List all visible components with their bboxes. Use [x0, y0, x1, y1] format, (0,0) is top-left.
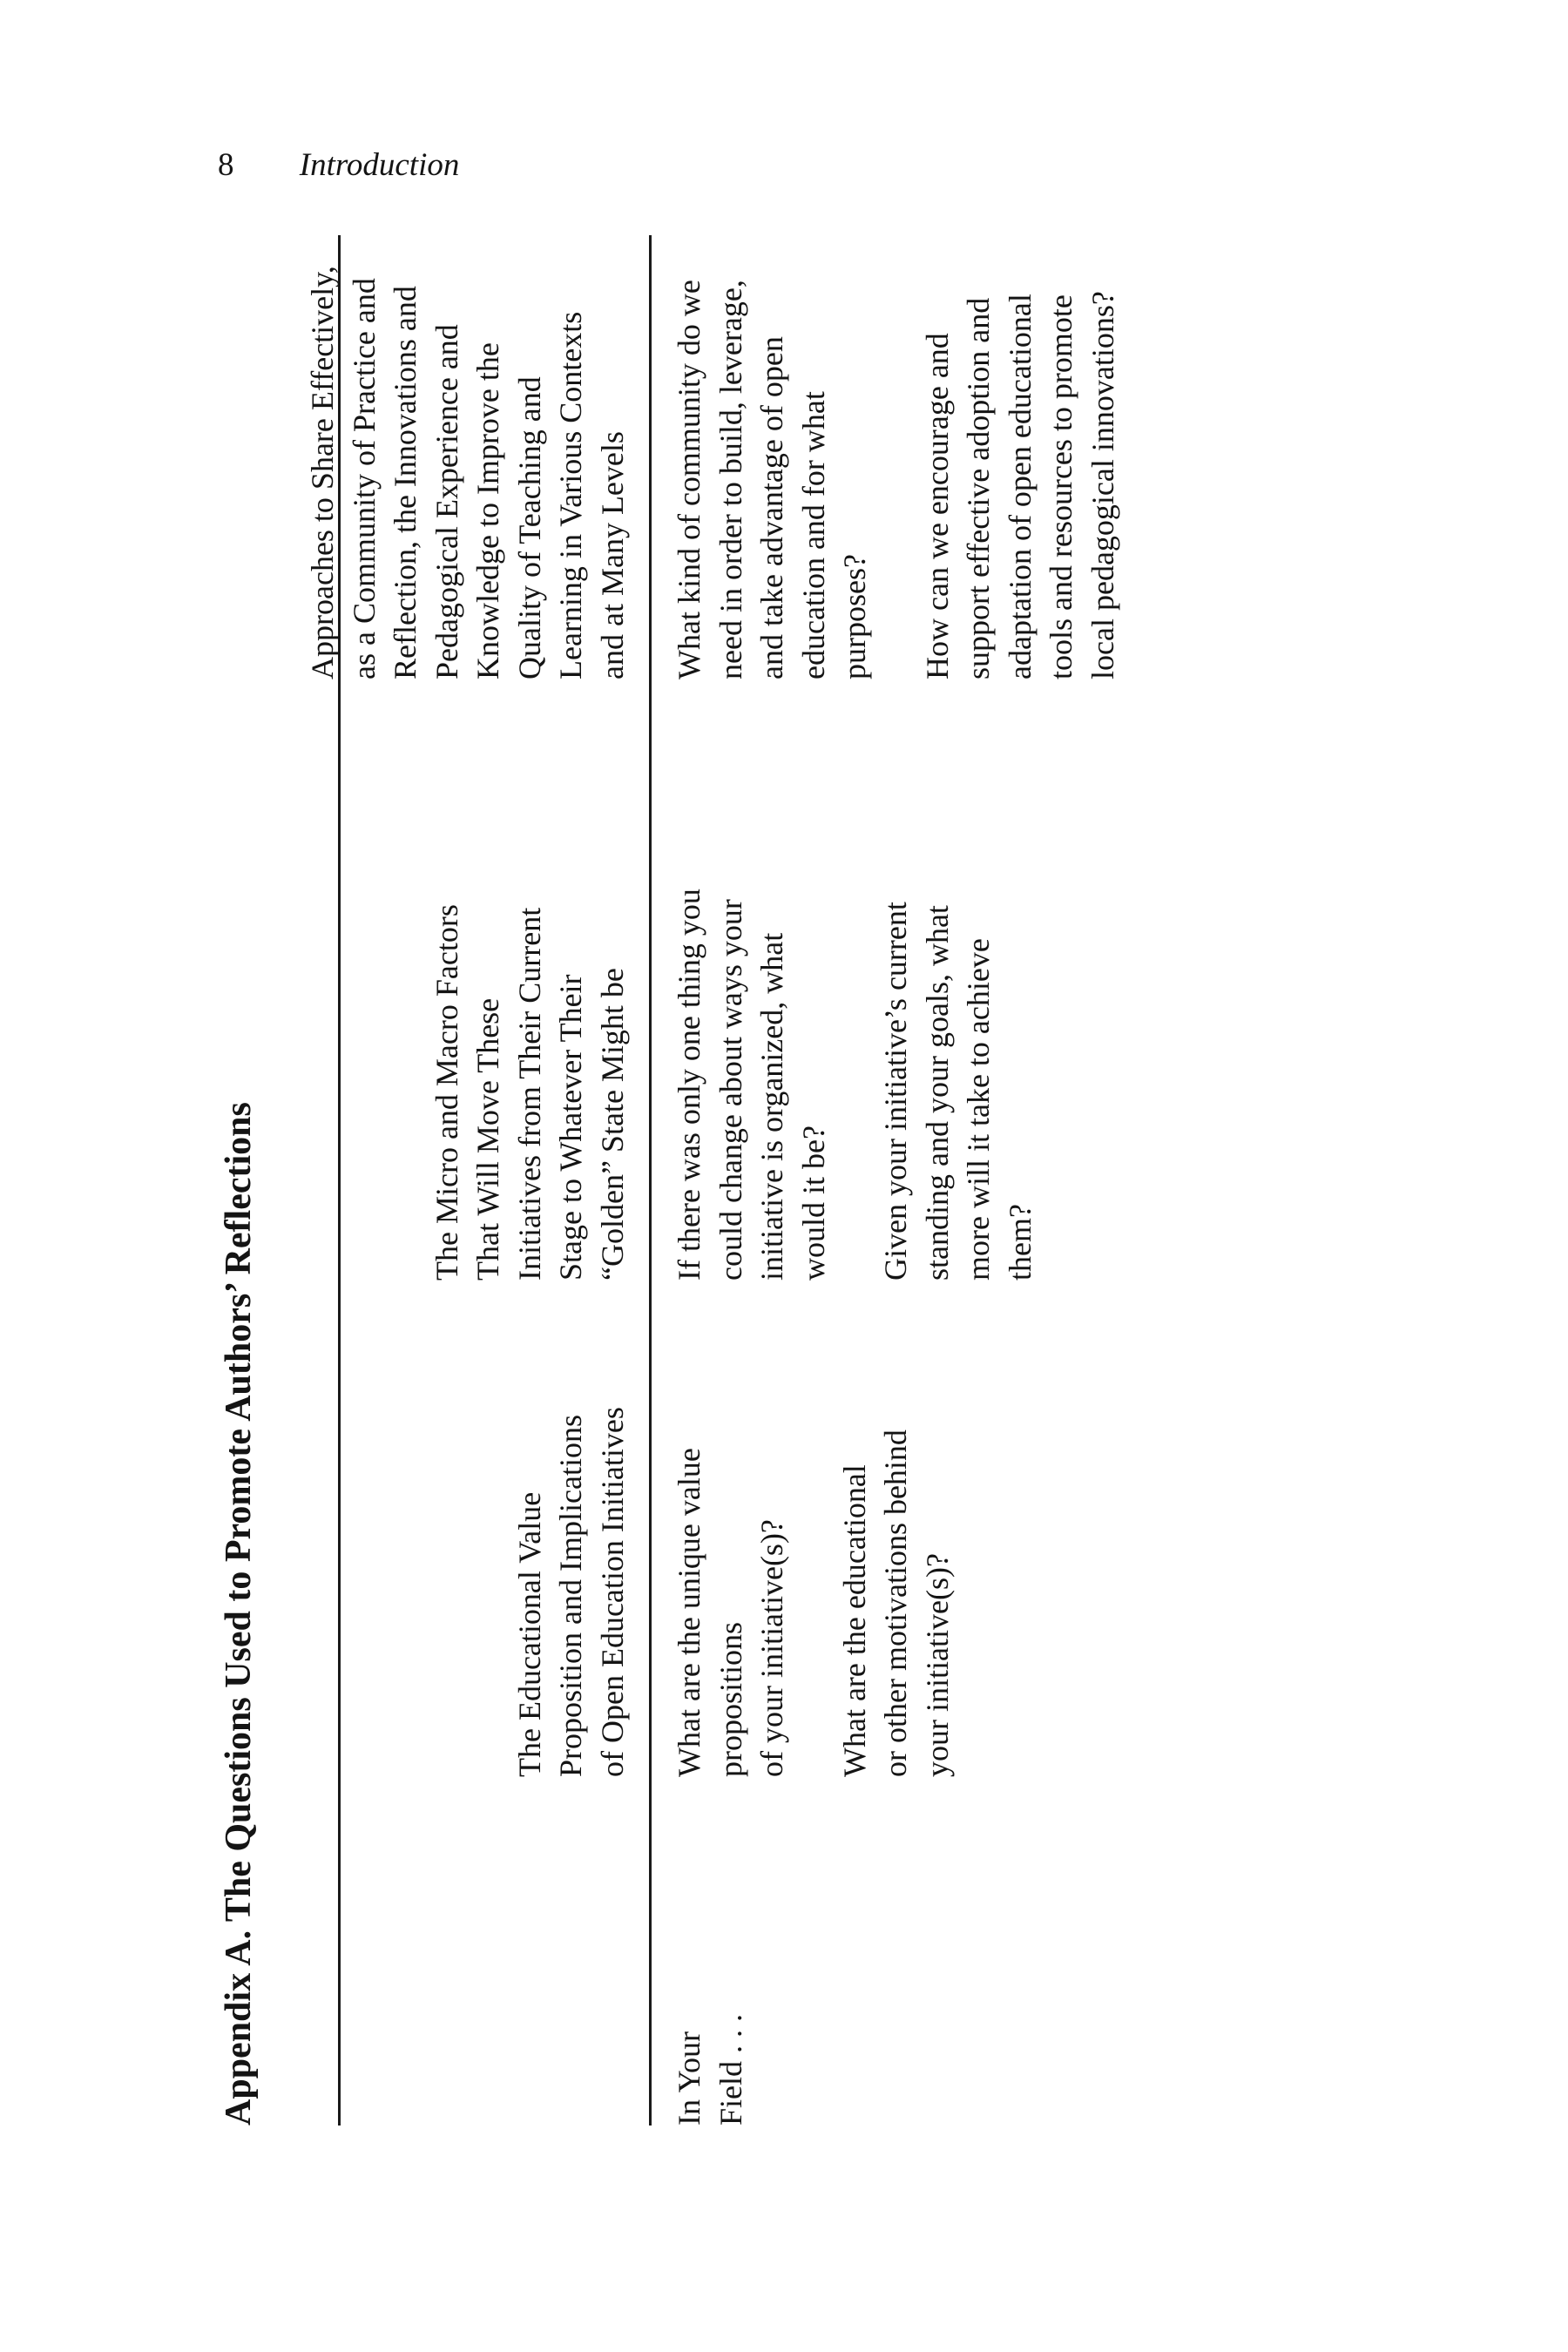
question-line: adaptation of open educational [1002, 294, 1037, 679]
question-line: purposes? [837, 554, 872, 679]
question-line: local pedagogical innovations? [1085, 291, 1120, 679]
rotated-table [207, 235, 1166, 2126]
header-line: as a Community of Practice and [346, 278, 382, 679]
table-title: Appendix A. The Questions Used to Promote Authors’ Reflections [219, 1102, 259, 2126]
header-line: of Open Education Initiatives [594, 1407, 630, 1777]
header-line: The Micro and Macro Factors [429, 904, 464, 1281]
question-line: How can we encourage and [919, 333, 955, 679]
header-rule [649, 235, 652, 2126]
question-line: Given your initiative’s current [878, 902, 913, 1281]
row-label: In Your Field . . . [672, 2013, 748, 2126]
question-line: need in order to build, leverage, [713, 280, 748, 679]
header-line: That Will Move These [470, 997, 505, 1281]
header-line: and at Many Levels [594, 431, 630, 679]
question-line: What are the unique value [672, 1448, 706, 1777]
header-line: Initiatives from Their Current [511, 907, 547, 1281]
header-line: The Educational Value [511, 1491, 547, 1777]
question-line: would it be? [795, 1125, 831, 1281]
question-line: What kind of community do we [672, 280, 706, 679]
question-line: propositions [713, 1621, 748, 1777]
question-line: standing and your goals, what [919, 905, 955, 1281]
question-line: and take advantage of open [754, 336, 789, 679]
question-line: them? [1002, 1204, 1037, 1281]
header-line: “Golden” State Might be [594, 968, 630, 1281]
page-number: 8 [218, 147, 234, 183]
question-line: your initiative(s)? [919, 1553, 955, 1777]
row-col-1 [669, 1429, 958, 1777]
header-line: Learning in Various Contexts [553, 311, 588, 679]
header-line: Knowledge to Improve the [470, 342, 505, 679]
question-line: or other motivations behind [878, 1429, 913, 1777]
question-line: more will it take to achieve [961, 938, 996, 1281]
question-line: If there was only one thing you [672, 889, 706, 1281]
header-col-1 [342, 1407, 633, 1777]
question-line: could change about ways your [713, 899, 748, 1281]
header-col-2 [342, 904, 633, 1281]
row-col-3 [669, 280, 1124, 679]
question-line: support effective adoption and [961, 297, 996, 679]
header-line: Approaches to Share Effectively, [305, 266, 340, 679]
header-line: Pedagogical Experience and [429, 324, 464, 679]
question-line: tools and resources to promote [1044, 294, 1078, 679]
question-line: initiative is organized, what [754, 932, 789, 1281]
running-title: Introduction [299, 147, 460, 183]
question-line: of your initiative(s)? [754, 1519, 789, 1777]
header-line: Stage to Whatever Their [553, 974, 588, 1281]
header-col-3 [305, 266, 633, 679]
running-head [218, 146, 459, 184]
header-line: Proposition and Implications [553, 1415, 588, 1777]
header-line: Reflection, the Innovations and [388, 286, 422, 679]
header-line: Quality of Teaching and [511, 376, 547, 679]
question-line: education and for what [795, 391, 831, 679]
row-col-2 [669, 889, 1041, 1281]
question-line: What are the educational [836, 1464, 872, 1777]
